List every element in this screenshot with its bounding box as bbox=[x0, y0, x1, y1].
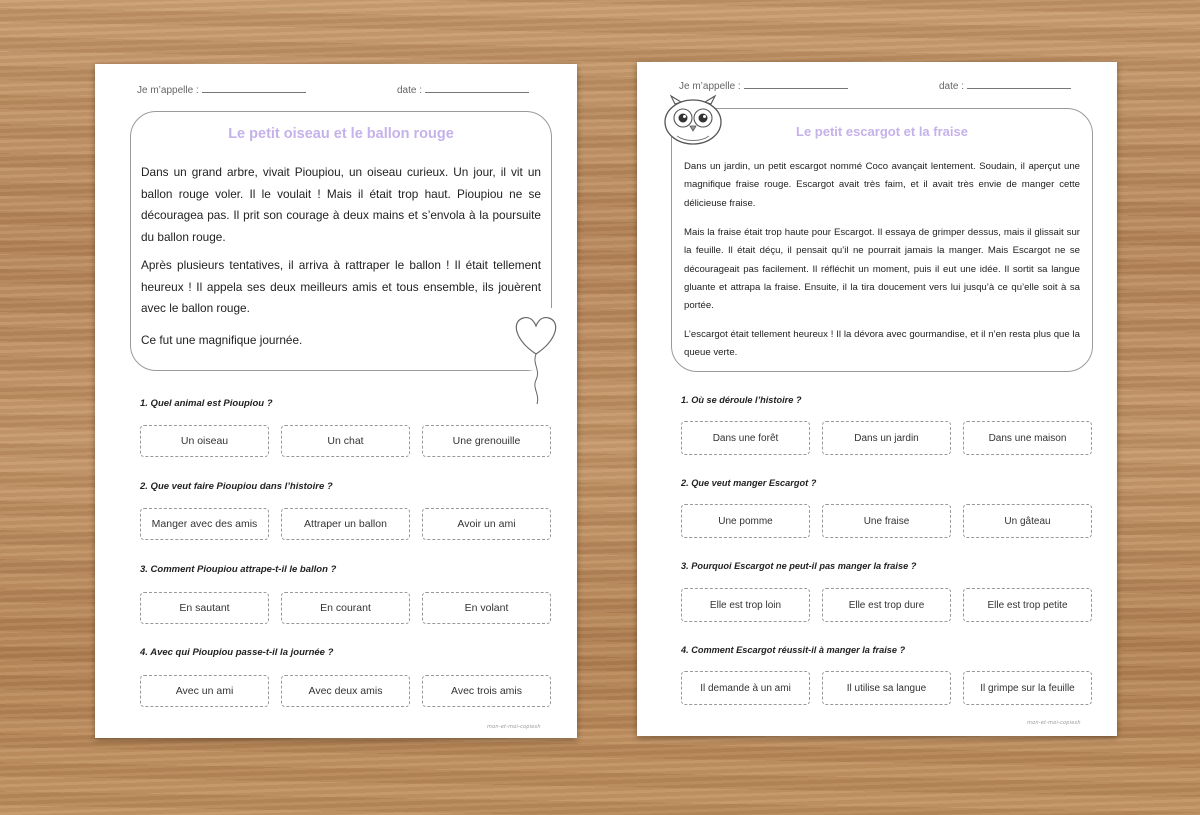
answer-option[interactable]: Une grenouille bbox=[422, 425, 551, 457]
name-label: Je m’appelle : bbox=[679, 81, 741, 92]
date-label: date : bbox=[397, 85, 423, 96]
story-paragraph-3: L’escargot était tellement heureux ! Il la dévora avec gourmandise, et il n’en resta plus que la queue verte. bbox=[684, 329, 1080, 359]
answer-option[interactable]: Un gâteau bbox=[963, 504, 1092, 538]
date-line bbox=[967, 79, 1071, 89]
signature: mon-et-moi-copiesh bbox=[487, 724, 541, 730]
answer-option[interactable]: Il utilise sa langue bbox=[822, 671, 951, 705]
signature: mon-et-moi-copiesh bbox=[1027, 720, 1081, 726]
answer-option[interactable]: Attraper un ballon bbox=[281, 508, 410, 540]
answer-option[interactable]: Il demande à un ami bbox=[681, 671, 810, 705]
name-label: Je m’appelle : bbox=[137, 85, 199, 96]
story-paragraph-1: Dans un grand arbre, vivait Pioupiou, un oiseau curieux. Un jour, il vit un ballon rouge voler. Il le voulait ! Mais il était trop haut. Pioupiou ne se découragea pas. Il prit son courage à deux mains et s’envola à la poursuite du ballon rouge. bbox=[141, 165, 541, 244]
answer-option[interactable]: Elle est trop dure bbox=[822, 588, 951, 622]
date-field bbox=[397, 83, 529, 96]
worksheet-right bbox=[637, 62, 1117, 736]
answer-option[interactable]: Elle est trop loin bbox=[681, 588, 810, 622]
worksheet-left bbox=[95, 64, 577, 738]
answer-option[interactable]: En sautant bbox=[140, 592, 269, 624]
question-2: 2. Que veut faire Pioupiou dans l’histoire ? bbox=[140, 481, 333, 492]
question-1: 1. Quel animal est Pioupiou ? bbox=[140, 398, 273, 409]
answer-option[interactable]: Un chat bbox=[281, 425, 410, 457]
name-line bbox=[744, 79, 848, 89]
name-field bbox=[137, 83, 306, 96]
answer-option[interactable]: Il grimpe sur la feuille bbox=[963, 671, 1092, 705]
date-field bbox=[939, 79, 1071, 92]
date-label: date : bbox=[939, 81, 965, 92]
name-field bbox=[679, 79, 848, 92]
answer-option[interactable]: Dans une maison bbox=[963, 421, 1092, 455]
question-3: 3. Comment Pioupiou attrape-t-il le ballon ? bbox=[140, 564, 337, 575]
question-2: 2. Que veut manger Escargot ? bbox=[681, 478, 817, 488]
answer-option[interactable]: Avec trois amis bbox=[422, 675, 551, 707]
story-paragraph-2: Mais la fraise était trop haute pour Escargot. Il essaya de grimper dessus, mais il glissait sur la feuille. Il était déçu, il pensait qu’il ne pourrait jamais la manger. Mais Escargot ne se décourageait pas facilement. Il réfléchit un moment, puis il eut une idée. Il sortit sa langue gluante et attrapa la fraise. Ensuite, il la tira doucement vers lui jusqu’à ce qu’elle soit à sa portée. bbox=[684, 227, 1080, 312]
story-paragraph-2: Après plusieurs tentatives, il arriva à rattraper le ballon ! Il était tellement heureux ! Il appela ses deux meilleurs amis et tous ensemble, ils jouèrent avec le ballon rouge. bbox=[141, 258, 541, 315]
story-box bbox=[130, 111, 552, 371]
answer-option[interactable]: En courant bbox=[281, 592, 410, 624]
question-1: 1. Où se déroule l’histoire ? bbox=[681, 395, 802, 405]
date-line bbox=[425, 83, 529, 93]
question-4: 4. Comment Escargot réussit-il à manger la fraise ? bbox=[681, 645, 906, 655]
answer-option[interactable]: Une fraise bbox=[822, 504, 951, 538]
answer-option[interactable]: En volant bbox=[422, 592, 551, 624]
answer-option[interactable]: Dans une forêt bbox=[681, 421, 810, 455]
story-title: Le petit oiseau et le ballon rouge bbox=[228, 126, 454, 142]
question-3: 3. Pourquoi Escargot ne peut-il pas manger la fraise ? bbox=[681, 561, 917, 571]
answer-option[interactable]: Avec deux amis bbox=[281, 675, 410, 707]
story-title: Le petit escargot et la fraise bbox=[796, 124, 968, 139]
answer-option[interactable]: Avec un ami bbox=[140, 675, 269, 707]
story-paragraph-1: Dans un jardin, un petit escargot nommé Coco avançait lentement. Soudain, il aperçut une magnifique fraise rouge. Escargot avait très faim, et il avait très envie de manger cette délicieuse fraise. bbox=[684, 161, 1080, 209]
heart-balloon-icon bbox=[505, 308, 567, 408]
answer-option[interactable]: Une pomme bbox=[681, 504, 810, 538]
story-paragraph-3: Ce fut une magnifique journée. bbox=[141, 333, 303, 347]
answer-option[interactable]: Manger avec des amis bbox=[140, 508, 269, 540]
story-box bbox=[671, 108, 1093, 372]
name-line bbox=[202, 83, 306, 93]
answer-option[interactable]: Dans un jardin bbox=[822, 421, 951, 455]
answer-option[interactable]: Un oiseau bbox=[140, 425, 269, 457]
answer-option[interactable]: Elle est trop petite bbox=[963, 588, 1092, 622]
owl-icon bbox=[661, 94, 725, 146]
question-4: 4. Avec qui Pioupiou passe-t-il la journée ? bbox=[140, 647, 334, 658]
answer-option[interactable]: Avoir un ami bbox=[422, 508, 551, 540]
